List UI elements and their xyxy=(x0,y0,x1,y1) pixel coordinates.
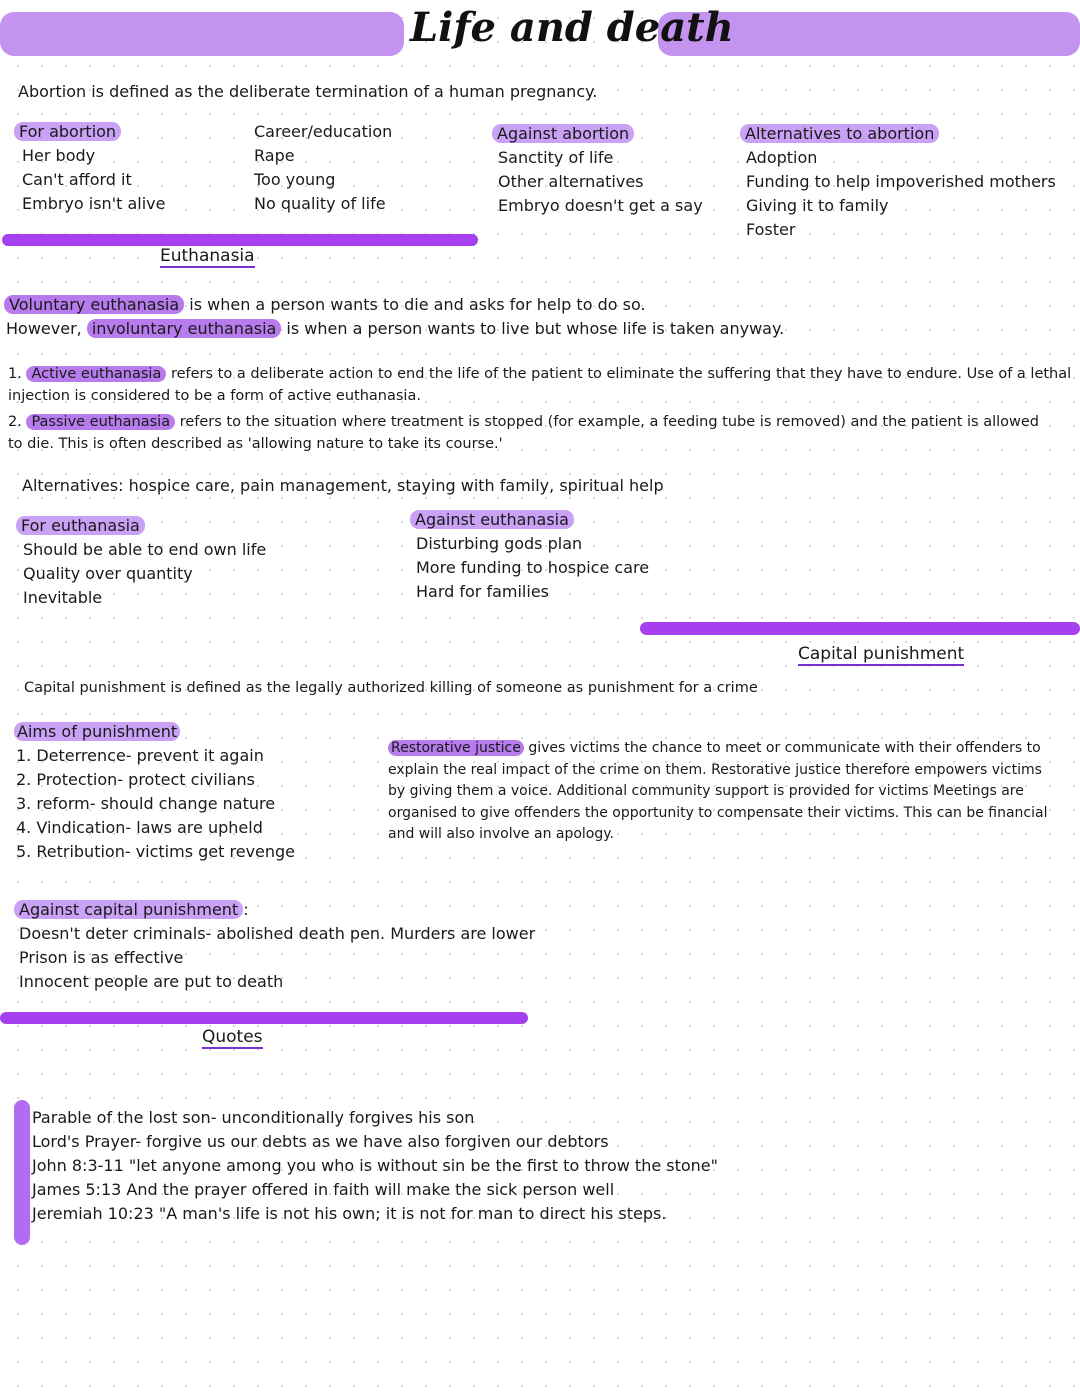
euthanasia-heading: Euthanasia xyxy=(160,246,255,266)
active-euthanasia-paragraph xyxy=(8,364,1074,407)
quote-item: Jeremiah 10:23 "A man's life is not his own; it is not for man to direct his steps. xyxy=(32,1204,667,1223)
alternatives-abortion-heading: Alternatives to abortion xyxy=(740,124,939,143)
list-item: Giving it to family xyxy=(746,196,889,215)
quote-item: James 5:13 And the prayer offered in faith will make the sick person well xyxy=(32,1180,615,1199)
list-item: Innocent people are put to death xyxy=(19,972,284,991)
abortion-definition: Abortion is defined as the deliberate termination of a human pregnancy. xyxy=(18,82,598,101)
against-euthanasia-heading: Against euthanasia xyxy=(410,510,574,529)
list-item: No quality of life xyxy=(254,194,386,213)
quotes-list xyxy=(32,1106,718,1226)
list-item: Her body xyxy=(22,146,96,165)
quote-item: Lord's Prayer- forgive us our debts as we have also forgiven our debtors xyxy=(32,1132,609,1151)
capital-punishment-heading: Capital punishment xyxy=(798,644,965,664)
quote-accent-bar xyxy=(14,1100,30,1245)
voluntary-euthanasia-text: is when a person wants to die and asks for help to do so. xyxy=(184,295,646,314)
list-item: Can't afford it xyxy=(22,170,132,189)
for-euthanasia-column xyxy=(16,514,266,610)
list-item: Sanctity of life xyxy=(498,148,614,167)
passive-number: 2. xyxy=(8,414,27,430)
involuntary-euthanasia-term: involuntary euthanasia xyxy=(87,319,282,338)
passive-euthanasia-text: refers to the situation where treatment is stopped (for example, a feeding tube is removed) and the patient is allowed to die. This is often described as 'allowing nature to take its course.' xyxy=(8,414,1040,452)
title-band-left xyxy=(0,12,404,56)
voluntary-euthanasia-term: Voluntary euthanasia xyxy=(4,295,184,314)
active-euthanasia-term: Active euthanasia xyxy=(26,366,166,382)
list-item: Rape xyxy=(254,146,295,165)
quote-item: Parable of the lost son- unconditionally forgives his son xyxy=(32,1108,475,1127)
for-abortion-column-2 xyxy=(254,120,392,216)
list-item: Funding to help impoverished mothers xyxy=(746,172,1056,191)
list-item: Prison is as effective xyxy=(19,948,184,967)
against-capital-heading: Against capital punishment xyxy=(14,900,243,919)
list-item: Adoption xyxy=(746,148,818,167)
involuntary-euthanasia-line xyxy=(6,317,784,341)
capital-definition: Capital punishment is defined as the legally authorized killing of someone as punishment for a crime xyxy=(24,680,758,696)
voluntary-euthanasia-line xyxy=(4,293,646,317)
against-capital-colon: : xyxy=(243,900,249,919)
passive-euthanasia-term: Passive euthanasia xyxy=(26,414,175,430)
divider-euthanasia xyxy=(2,234,478,246)
list-item: Embryo doesn't get a say xyxy=(498,196,703,215)
list-item: Doesn't deter criminals- abolished death pen. Murders are lower xyxy=(19,924,536,943)
active-euthanasia-text: refers to a deliberate action to end the life of the patient to eliminate the suffering that they have to endure. Use of a lethal injection is considered to be a form of active euthanasia. xyxy=(8,366,1072,404)
against-abortion-column xyxy=(492,122,703,218)
involuntary-prefix: However, xyxy=(6,319,87,338)
against-abortion-heading: Against abortion xyxy=(492,124,634,143)
passive-euthanasia-paragraph xyxy=(8,412,1048,455)
list-item: 4. Vindication- laws are upheld xyxy=(16,818,263,837)
alternatives-abortion-column xyxy=(740,122,1056,242)
active-number: 1. xyxy=(8,366,27,382)
for-abortion-heading: For abortion xyxy=(14,122,121,141)
against-capital-punishment xyxy=(14,898,535,994)
restorative-justice-text: gives victims the chance to meet or communicate with their offenders to explain the real impact of the crime on them. Restorative justice therefore empowers victims by giving them a voice. Additional community support is provided for victims Meetings are organised to give offenders the opportunity to compensate their victims. This can be financial and will also involve an apology. xyxy=(388,740,1048,842)
list-item: More funding to hospice care xyxy=(416,558,650,577)
quote-item: John 8:3-11 "let anyone among you who is without sin be the first to throw the stone" xyxy=(32,1156,718,1175)
list-item: 2. Protection- protect civilians xyxy=(16,770,255,789)
list-item: 3. reform- should change nature xyxy=(16,794,276,813)
against-euthanasia-column xyxy=(410,508,649,604)
list-item: Too young xyxy=(254,170,336,189)
page-title: Life and death xyxy=(410,4,734,51)
euthanasia-alternatives: Alternatives: hospice care, pain management, staying with family, spiritual help xyxy=(22,476,664,495)
list-item: Career/education xyxy=(254,122,393,141)
aims-of-punishment xyxy=(14,720,295,864)
quotes-heading: Quotes xyxy=(202,1027,263,1047)
list-item: Inevitable xyxy=(23,588,103,607)
restorative-justice-paragraph xyxy=(388,738,1058,846)
divider-capital-punishment xyxy=(640,622,1080,635)
involuntary-euthanasia-text: is when a person wants to live but whose life is taken anyway. xyxy=(281,319,785,338)
list-item: Foster xyxy=(746,220,796,239)
restorative-justice-term: Restorative justice xyxy=(388,740,524,756)
list-item: Should be able to end own life xyxy=(23,540,267,559)
divider-quotes xyxy=(0,1012,528,1024)
list-item: Embryo isn't alive xyxy=(22,194,166,213)
aims-heading: Aims of punishment xyxy=(14,722,180,741)
list-item: Disturbing gods plan xyxy=(416,534,583,553)
for-abortion-column xyxy=(14,120,165,216)
for-euthanasia-heading: For euthanasia xyxy=(16,516,145,535)
list-item: Other alternatives xyxy=(498,172,644,191)
list-item: Quality over quantity xyxy=(23,564,193,583)
list-item: 5. Retribution- victims get revenge xyxy=(16,842,296,861)
list-item: Hard for families xyxy=(416,582,549,601)
list-item: 1. Deterrence- prevent it again xyxy=(16,746,264,765)
